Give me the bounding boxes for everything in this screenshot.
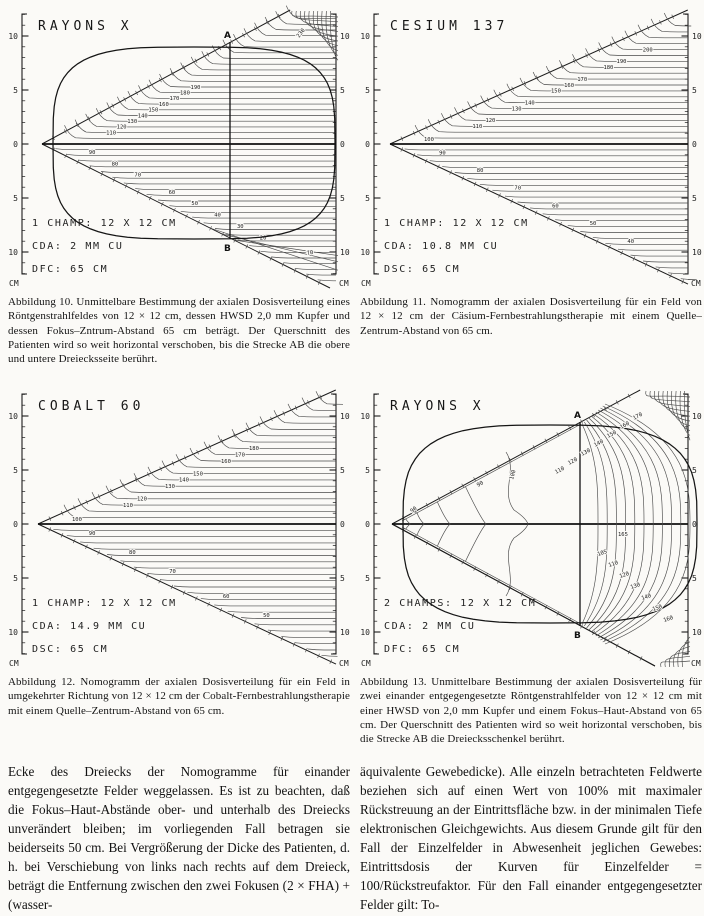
svg-text:5: 5	[365, 466, 370, 475]
svg-text:DSC: 65 CM: DSC: 65 CM	[32, 644, 109, 655]
svg-text:40: 40	[214, 212, 221, 219]
svg-text:CM: CM	[691, 279, 701, 288]
svg-text:CM: CM	[339, 659, 349, 668]
svg-text:120: 120	[137, 496, 147, 503]
svg-text:5: 5	[692, 86, 697, 95]
svg-text:DFC: 65 CM: DFC: 65 CM	[384, 644, 461, 655]
svg-text:170: 170	[235, 452, 245, 459]
svg-text:10: 10	[340, 412, 350, 421]
svg-text:0: 0	[692, 520, 697, 529]
svg-text:130: 130	[629, 582, 642, 591]
svg-text:CM: CM	[339, 279, 349, 288]
figure-11-caption: Abbildung 11. Nomogramm der axialen Dosisverteilung für ein Feld von 12 × 12 cm der Cäsium-Fernbestrahlungstherapie mit einem Quelle–Zentrum-Abstand von 65 cm.	[360, 296, 702, 337]
figure-12	[8, 384, 350, 718]
svg-text:0: 0	[340, 520, 345, 529]
svg-text:180: 180	[249, 446, 259, 453]
svg-text:70: 70	[169, 568, 176, 575]
svg-text:20: 20	[259, 235, 267, 242]
svg-text:5: 5	[365, 574, 370, 583]
svg-text:A: A	[224, 31, 231, 41]
svg-text:2 CHAMPS: 12 X 12 CM: 2 CHAMPS: 12 X 12 CM	[384, 598, 537, 609]
svg-text:70: 70	[134, 172, 142, 179]
svg-text:140: 140	[593, 438, 605, 449]
svg-text:10: 10	[8, 32, 18, 41]
svg-text:RAYONS X: RAYONS X	[390, 399, 485, 414]
svg-text:10: 10	[692, 412, 702, 421]
svg-text:140: 140	[137, 113, 148, 120]
svg-text:190: 190	[190, 84, 201, 91]
svg-text:COBALT 60: COBALT 60	[38, 399, 145, 414]
svg-text:5: 5	[340, 466, 345, 475]
svg-text:0: 0	[365, 140, 370, 149]
svg-text:CDA: 2 MM CU: CDA: 2 MM CU	[32, 241, 124, 252]
svg-text:140: 140	[524, 100, 535, 107]
svg-text:130: 130	[511, 106, 522, 113]
body-text-left-column	[8, 762, 350, 914]
svg-text:CESIUM 137: CESIUM 137	[390, 19, 509, 34]
svg-text:5: 5	[13, 194, 18, 203]
figure-12-caption: Abbildung 12. Nomogramm der axialen Dosisverteilung für ein Feld in umgekehrter Richtung von 12 × 12 cm der Cobalt-Fernbestrahlungstherapie mit einem Quelle–Zentrum-Abstand von 65 cm.	[8, 676, 350, 717]
svg-text:5: 5	[340, 574, 345, 583]
svg-text:CM: CM	[9, 279, 19, 288]
svg-text:5: 5	[365, 194, 370, 203]
svg-text:150: 150	[193, 471, 203, 478]
svg-text:RAYONS X: RAYONS X	[38, 19, 133, 34]
svg-text:80: 80	[476, 168, 484, 174]
body-paragraph-left: Ecke des Dreiecks der Nomogramme für einander entgegengesetzte Felder weggelassen. Es ist zu beachten, daß die Fokus–Haut-Abstände ober- und unterhalb des Dreiecks unverändert bleiben; im vorliegenden Fall betragen sie beiderseits 50 cm. Bei Vergrößerung der Dicke des Patienten, d. h. bei Verschiebung von links nach rechts auf dem Dreieck, beträgt die Entfernung zwischen den zwei Fokusen (2 × FHA) + (wasser-	[8, 764, 350, 912]
svg-text:50: 50	[589, 221, 597, 228]
svg-text:B: B	[224, 244, 231, 254]
svg-text:120: 120	[485, 118, 496, 125]
svg-text:CM: CM	[361, 659, 371, 668]
svg-text:70: 70	[514, 185, 522, 192]
svg-text:40: 40	[627, 238, 635, 245]
svg-text:10: 10	[8, 412, 18, 421]
svg-text:110: 110	[554, 465, 566, 476]
svg-text:130: 130	[580, 447, 592, 458]
svg-text:5: 5	[13, 86, 18, 95]
svg-text:0: 0	[340, 140, 345, 149]
svg-text:170: 170	[632, 411, 644, 422]
figure-13-plot	[360, 384, 702, 672]
svg-text:100: 100	[424, 137, 434, 143]
svg-text:105: 105	[596, 549, 609, 558]
svg-text:10: 10	[8, 248, 18, 257]
svg-text:100: 100	[72, 517, 82, 523]
svg-text:10: 10	[360, 248, 370, 257]
svg-text:0: 0	[13, 140, 18, 149]
svg-text:5: 5	[692, 574, 697, 583]
body-paragraph-right: äquivalente Gewebedicke). Alle einzeln betrachteten Feldwerte beziehen sich auf einen Wert von 100% mit maximaler Rückstreuung an der Eintrittsfläche bzw. in der minimalen Tiefe elektronischen Gleichgewichts. Aus diesem Grunde gilt für den Fall der Einzelfelder in Abwesenheit jeglichen Gewebes: Eintrittsdosis der Kurven für Einzelfelder = 100/Rückstreufaktor. Für den Fall einander entgegengesetzter Felder gilt: To-	[360, 764, 702, 912]
svg-text:60: 60	[222, 594, 230, 601]
svg-text:CDA: 10.8 MM CU: CDA: 10.8 MM CU	[384, 241, 499, 252]
svg-text:5: 5	[13, 466, 18, 475]
svg-text:CM: CM	[9, 659, 19, 668]
figure-10	[8, 4, 350, 366]
svg-text:140: 140	[640, 593, 653, 602]
svg-text:DFC: 65 CM: DFC: 65 CM	[32, 264, 109, 275]
svg-text:5: 5	[365, 86, 370, 95]
svg-text:CDA: 14.9 MM CU: CDA: 14.9 MM CU	[32, 621, 147, 632]
svg-text:5: 5	[692, 194, 697, 203]
svg-text:120: 120	[567, 456, 579, 467]
svg-text:5: 5	[692, 466, 697, 475]
svg-text:160: 160	[221, 458, 231, 465]
svg-text:10: 10	[360, 412, 370, 421]
svg-text:CM: CM	[361, 279, 371, 288]
svg-text:150: 150	[551, 88, 561, 95]
svg-text:50: 50	[263, 613, 270, 619]
svg-text:165: 165	[618, 532, 628, 538]
svg-text:A: A	[574, 411, 581, 421]
figure-11-plot	[360, 4, 702, 292]
svg-text:120: 120	[618, 571, 631, 580]
svg-text:DSC: 65 CM: DSC: 65 CM	[384, 264, 461, 275]
svg-text:230: 230	[295, 27, 307, 40]
svg-text:130: 130	[127, 119, 138, 125]
body-text-right-column	[360, 762, 702, 914]
svg-text:60: 60	[552, 203, 559, 210]
svg-text:80: 80	[129, 550, 136, 556]
svg-text:200: 200	[642, 47, 653, 54]
svg-text:160: 160	[158, 101, 169, 108]
svg-text:150: 150	[148, 107, 159, 114]
svg-text:10: 10	[340, 628, 350, 637]
svg-text:90: 90	[439, 150, 446, 157]
svg-text:10: 10	[360, 32, 370, 41]
svg-text:160: 160	[564, 82, 575, 89]
svg-text:90: 90	[88, 531, 96, 538]
svg-text:0: 0	[13, 520, 18, 529]
svg-text:10: 10	[692, 248, 702, 257]
svg-text:0: 0	[365, 520, 370, 529]
svg-text:5: 5	[340, 194, 345, 203]
svg-text:10: 10	[360, 628, 370, 637]
svg-text:110: 110	[607, 560, 620, 569]
svg-text:0: 0	[692, 140, 697, 149]
svg-text:70: 70	[306, 249, 314, 257]
svg-text:60: 60	[168, 189, 176, 196]
svg-text:B: B	[574, 631, 581, 641]
figure-12-plot	[8, 384, 350, 672]
svg-text:80: 80	[111, 161, 119, 168]
svg-text:10: 10	[692, 32, 702, 41]
svg-text:170: 170	[169, 96, 180, 103]
svg-text:10: 10	[340, 248, 350, 257]
figure-10-plot	[8, 4, 350, 292]
svg-text:190: 190	[616, 59, 627, 66]
svg-text:CM: CM	[691, 659, 701, 668]
svg-text:10: 10	[340, 32, 350, 41]
svg-text:90: 90	[88, 149, 96, 156]
figure-13-caption: Abbildung 13. Unmittelbare Bestimmung der axialen Dosisverteilung für zwei einander entgegengesetzte Röntgenstrahlfelder von 12 × 12 cm mit einer HWSD von 2,0 mm Kupfer und einem Fokus–Haut-Abstand von 65 cm. Der Querschnitt des Patienten wird so weit horizontal verschoben, bis die Strecke AB die Dreiecksschenkel berührt.	[360, 676, 702, 746]
svg-text:10: 10	[8, 628, 18, 637]
figure-10-caption: Abbildung 10. Unmittelbare Bestimmung der axialen Dosisverteilung eines Röntgenstrahlfeldes von 12 × 12 cm, dessen HWSD 2,0 mm Kupfer und dessen Fokus–Zntrum-Abstand 65 cm beträgt. Der Querschnitt des Patienten wird so weit horizontal verschoben, bis die Strecke AB die obere und untere Dreiecksseite berührt.	[8, 296, 350, 366]
svg-text:10: 10	[692, 628, 702, 637]
svg-text:5: 5	[13, 574, 18, 583]
svg-text:110: 110	[472, 124, 483, 131]
svg-text:110: 110	[123, 502, 133, 509]
svg-text:5: 5	[340, 86, 345, 95]
svg-text:1 CHAMP: 12 X 12 CM: 1 CHAMP: 12 X 12 CM	[384, 218, 529, 229]
svg-text:100: 100	[509, 469, 518, 481]
svg-text:1 CHAMP: 12 X 12 CM: 1 CHAMP: 12 X 12 CM	[32, 218, 177, 229]
svg-text:180: 180	[603, 65, 614, 72]
svg-text:160: 160	[619, 420, 631, 431]
svg-text:90: 90	[409, 505, 419, 515]
svg-text:120: 120	[116, 124, 127, 131]
svg-text:30: 30	[237, 224, 244, 230]
svg-text:150: 150	[651, 604, 664, 613]
svg-text:140: 140	[179, 477, 189, 484]
svg-text:130: 130	[165, 484, 175, 490]
svg-text:160: 160	[662, 615, 675, 624]
svg-text:50: 50	[191, 201, 199, 208]
figure-13	[360, 384, 702, 746]
svg-text:150: 150	[606, 429, 618, 440]
svg-text:1 CHAMP: 12 X 12 CM: 1 CHAMP: 12 X 12 CM	[32, 598, 177, 609]
svg-text:110: 110	[106, 130, 117, 137]
figure-11	[360, 4, 702, 338]
svg-text:170: 170	[577, 76, 588, 83]
svg-text:180: 180	[180, 90, 190, 97]
svg-text:CDA: 2 MM CU: CDA: 2 MM CU	[384, 621, 476, 632]
svg-text:90: 90	[476, 480, 485, 489]
